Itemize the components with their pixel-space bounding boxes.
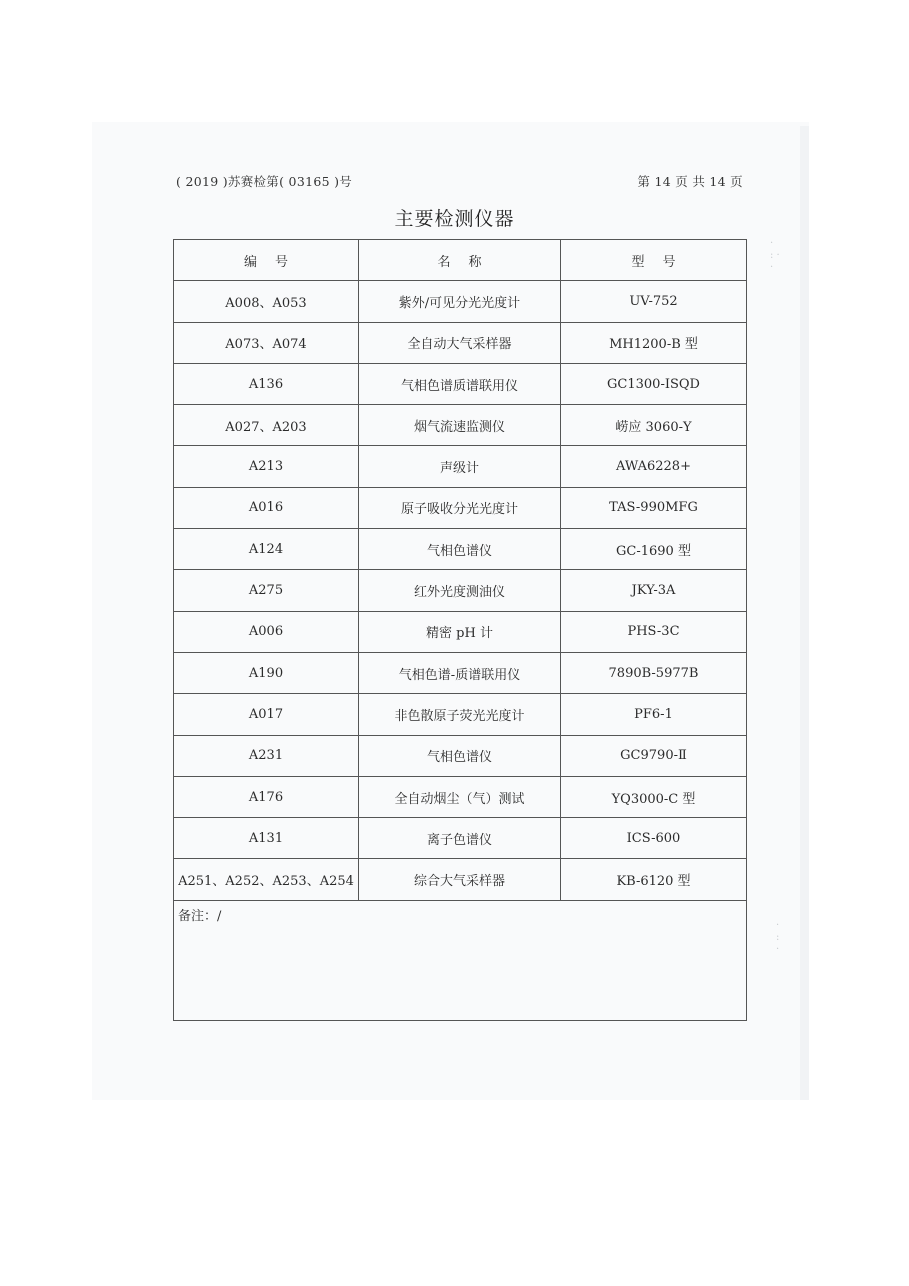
instrument-model: YQ3000-C 型 (561, 776, 747, 817)
table-row (174, 322, 747, 363)
instrument-model: UV-752 (561, 281, 747, 322)
table-row (174, 611, 747, 652)
instrument-name: 紫外/可见分光光度计 (359, 281, 561, 322)
instrument-name: 精密 pH 计 (359, 611, 561, 652)
table-row (174, 446, 747, 487)
instrument-model: 崂应 3060-Y (561, 405, 747, 446)
remarks-text: 备注：/ (178, 908, 222, 924)
instrument-code: A073、A074 (174, 322, 359, 363)
instrument-name: 气相色谱仪 (359, 529, 561, 570)
instrument-model: PF6-1 (561, 694, 747, 735)
remarks-row (174, 900, 747, 1020)
instrument-code: A213 (174, 446, 359, 487)
table-row (174, 363, 747, 404)
instrument-name: 综合大气采样器 (359, 859, 561, 900)
instrument-name: 红外光度测油仪 (359, 570, 561, 611)
table-row (174, 405, 747, 446)
table-row (174, 859, 747, 900)
instrument-model: KB-6120 型 (561, 859, 747, 900)
table-row (174, 529, 747, 570)
sheet-shadow-edge (800, 126, 809, 1100)
instrument-name: 气相色谱仪 (359, 735, 561, 776)
instrument-code: A124 (174, 529, 359, 570)
instrument-model: PHS-3C (561, 611, 747, 652)
instrument-code: A008、A053 (174, 281, 359, 322)
column-header-name: 名称 (359, 240, 561, 281)
instrument-code: A136 (174, 363, 359, 404)
remarks-cell (174, 900, 747, 1020)
instrument-name: 声级计 (359, 446, 561, 487)
table-row (174, 735, 747, 776)
instrument-name: 全自动烟尘（气）测试 (359, 776, 561, 817)
instrument-code: A016 (174, 487, 359, 528)
instrument-name: 离子色谱仪 (359, 818, 561, 859)
instrument-code: A176 (174, 776, 359, 817)
instrument-model: GC9790-Ⅱ (561, 735, 747, 776)
table-row (174, 694, 747, 735)
instrument-code: A275 (174, 570, 359, 611)
instrument-model: GC1300-ISQD (561, 363, 747, 404)
instrument-name: 气相色谱质谱联用仪 (359, 363, 561, 404)
scan-specks: · : · · (770, 238, 780, 273)
instrument-code: A006 (174, 611, 359, 652)
instrument-name: 原子吸收分光光度计 (359, 487, 561, 528)
instrument-model: AWA6228+ (561, 446, 747, 487)
instrument-model: ICS-600 (561, 818, 747, 859)
instrument-name: 非色散原子荧光光度计 (359, 694, 561, 735)
instrument-code: A027、A203 (174, 405, 359, 446)
instrument-name: 全自动大气采样器 (359, 322, 561, 363)
column-header-code: 编号 (174, 240, 359, 281)
table-header-row (174, 240, 747, 281)
instrument-model: GC-1690 型 (561, 529, 747, 570)
page-title: 主要检测仪器 (394, 208, 515, 230)
instrument-model: 7890B-5977B (561, 652, 747, 693)
table-row (174, 570, 747, 611)
instrument-model: TAS-990MFG (561, 487, 747, 528)
instrument-code: A190 (174, 652, 359, 693)
instrument-code: A131 (174, 818, 359, 859)
instrument-table (173, 239, 747, 1021)
scan-specks: · : · (776, 920, 780, 955)
instrument-code: A251、A252、A253、A254 (174, 859, 359, 900)
instrument-name: 气相色谱-质谱联用仪 (359, 652, 561, 693)
instrument-name: 烟气流速监测仪 (359, 405, 561, 446)
instrument-model: JKY-3A (561, 570, 747, 611)
table-row (174, 652, 747, 693)
instrument-code: A231 (174, 735, 359, 776)
table-row (174, 281, 747, 322)
page-info: 第 14 页 共 14 页 (637, 174, 743, 189)
table-row (174, 776, 747, 817)
table-row (174, 487, 747, 528)
report-number: ( 2019 )苏赛检第( 03165 )号 (176, 174, 353, 189)
column-header-model: 型号 (561, 240, 747, 281)
instrument-code: A017 (174, 694, 359, 735)
table-row (174, 818, 747, 859)
instrument-model: MH1200-B 型 (561, 322, 747, 363)
